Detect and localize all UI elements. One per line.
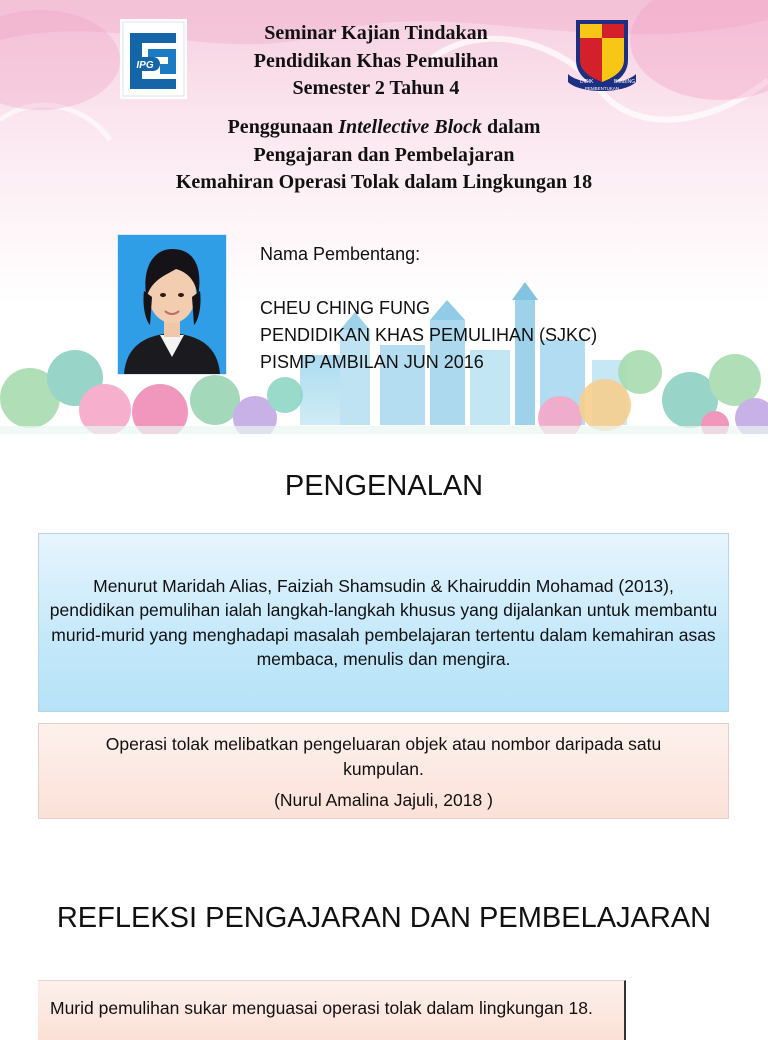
operation-citation: (Nurul Amalina Jajuli, 2018 ) <box>274 790 493 810</box>
presenter-photo <box>117 234 227 375</box>
definition-box <box>38 533 729 712</box>
presenter-label: Nama Pembentang: <box>260 244 421 264</box>
operation-text: Operasi tolak melibatkan pengeluaran objek atau nombor daripada satu kumpulan. <box>105 734 662 779</box>
introduction-heading: PENGENALAN <box>284 470 484 502</box>
seminar-line: Semester 2 Tahun 4 <box>292 77 460 99</box>
topic-line: Kemahiran Operasi Tolak dalam Lingkungan 18 <box>175 171 593 193</box>
presentation-topic <box>100 114 668 197</box>
topic-italic: Intellective Block <box>338 116 483 138</box>
reflection-box <box>38 980 626 1040</box>
presenter-name: CHEU CHING FUNG <box>260 298 430 318</box>
svg-text:PEMBENTUKAN: PEMBENTUKAN <box>584 86 620 91</box>
topic-prefix: Penggunaan <box>227 116 339 138</box>
topic-suffix: dalam <box>482 116 541 138</box>
title-slide <box>0 0 768 434</box>
reflection-text: Murid pemulihan sukar menguasai operasi tolak dalam lingkungan 18. <box>50 998 593 1018</box>
svg-text:DIDIK: DIDIK <box>580 79 594 85</box>
topic-line: Pengajaran dan Pembelajaran <box>253 143 515 166</box>
svg-text:BIMBING: BIMBING <box>614 79 636 85</box>
presenter-info <box>260 241 597 376</box>
svg-text:IPG: IPG <box>136 60 154 71</box>
seminar-title <box>200 20 552 103</box>
operation-box <box>38 723 729 819</box>
presenter-intake: PISMP AMBILAN JUN 2016 <box>260 352 484 372</box>
seminar-line: Pendidikan Khas Pemulihan <box>253 49 499 72</box>
seminar-line: Seminar Kajian Tindakan <box>264 22 488 44</box>
ipg-logo <box>120 19 187 99</box>
presenter-program: PENDIDIKAN KHAS PEMULIHAN (SJKC) <box>260 325 598 345</box>
crest-logo <box>566 16 638 96</box>
reflection-heading: REFLEKSI PENGAJARAN DAN PEMBELAJARAN <box>56 902 712 934</box>
definition-text: Menurut Maridah Alias, Faiziah Shamsudin & Khairuddin Mohamad (2013), pendidikan pemulihan ialah langkah-langkah khusus yang dijalankan untuk membantu murid-murid yang menghadapi masalah pembelajaran tertentu dalam kemahiran asas membaca, menulis dan mengira. <box>49 575 718 669</box>
